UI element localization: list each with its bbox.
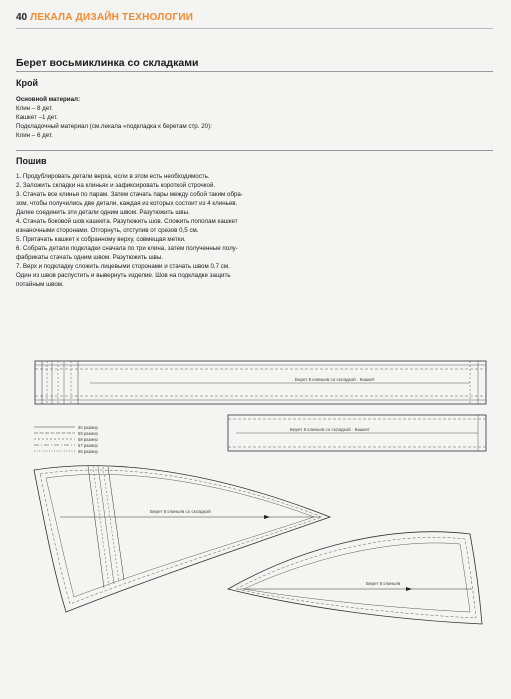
cut-divider	[16, 150, 493, 151]
lining-line: Подкладочный материал (см.лекала «подкладка к беретам стр. 20):	[16, 123, 212, 130]
wedge-plain-label: Берет 8 клиньев	[366, 581, 401, 586]
pattern-diagram	[0, 340, 511, 699]
sewing-line: Один из швов распустить и вывернуть изделие. Шов на подкладке защить	[16, 272, 231, 279]
sewing-line: потайным швом.	[16, 281, 64, 288]
sewing-line: изнаночными сторонами. Отгорнуть, отступив от срезов 0,5 см.	[16, 227, 199, 234]
page-number: 40	[16, 12, 28, 23]
wedge-pleated	[34, 466, 330, 612]
page-header	[16, 12, 193, 23]
wedge-pleated-label: Берет 8 клиньев со складкой	[150, 509, 211, 514]
main-item: Клин – 8 дет.	[16, 105, 53, 112]
sewing-line: 4. Стачать боковой шов кашкета. Разутюжить шов. Сложить пополам кашкет	[16, 218, 238, 225]
wedge-plain	[228, 532, 482, 624]
legend-size: 59 размер	[78, 431, 98, 436]
section-title: ЛЕКАЛА ДИЗАЙН ТЕХНОЛОГИИ	[30, 12, 194, 23]
sewing-line: Далее соединить эти детали одним швом. Разутюжить швы.	[16, 209, 190, 216]
sewing-line: 5. Притачать кашкет к собранному верху, совмещая метки.	[16, 236, 186, 243]
band-long-label: Берет 8 клиньев со складкой · Кашкет	[295, 377, 375, 382]
band-short	[228, 415, 486, 451]
band-short-label: Берет 8 клиньев со складкой · Кашкет	[290, 427, 370, 432]
band-long	[35, 361, 486, 404]
lining-item: Клин – 6 дет.	[16, 132, 53, 139]
sewing-line: зом, чтобы получились две детали, каждая из которых состоит из 4 клиньев.	[16, 200, 238, 207]
sewing-steps	[16, 172, 286, 289]
header-divider	[16, 28, 493, 29]
main-item: Кашкет –1 дет.	[16, 114, 58, 121]
sewing-line: 3. Стачать все клинья по парам. Затем стачать пары между собой таким обра-	[16, 191, 243, 198]
legend-size: 60 размер	[78, 425, 98, 430]
legend-size: 56 размер	[78, 449, 98, 454]
sewing-line: 6. Собрать детали подкладки сначала по три клина, затем полученные полу-	[16, 245, 238, 252]
sewing-heading: Пошив	[16, 156, 47, 166]
legend-size: 58 размер	[78, 437, 98, 442]
sewing-line: 7. Верх и подкладку сложить лицевыми сторонами и стачать швом 0.7 см.	[16, 263, 230, 270]
title-divider	[16, 71, 493, 72]
legend-size: 57 размер	[78, 443, 98, 448]
size-legend	[34, 427, 75, 451]
cut-heading: Крой	[16, 78, 39, 88]
main-material-label: Основной материал:	[16, 96, 81, 103]
cut-section	[16, 95, 286, 140]
sewing-line: фабрикаты стачать одним швом. Разутюжить швы.	[16, 254, 164, 261]
sewing-line: 1. Продублировать детали верха, если в этом есть необходимость.	[16, 173, 210, 180]
article-title: Берет восьмиклинка со складками	[16, 57, 199, 69]
sewing-line: 2. Заложить складки на клиньях и зафиксировать короткой строчкой.	[16, 182, 216, 189]
